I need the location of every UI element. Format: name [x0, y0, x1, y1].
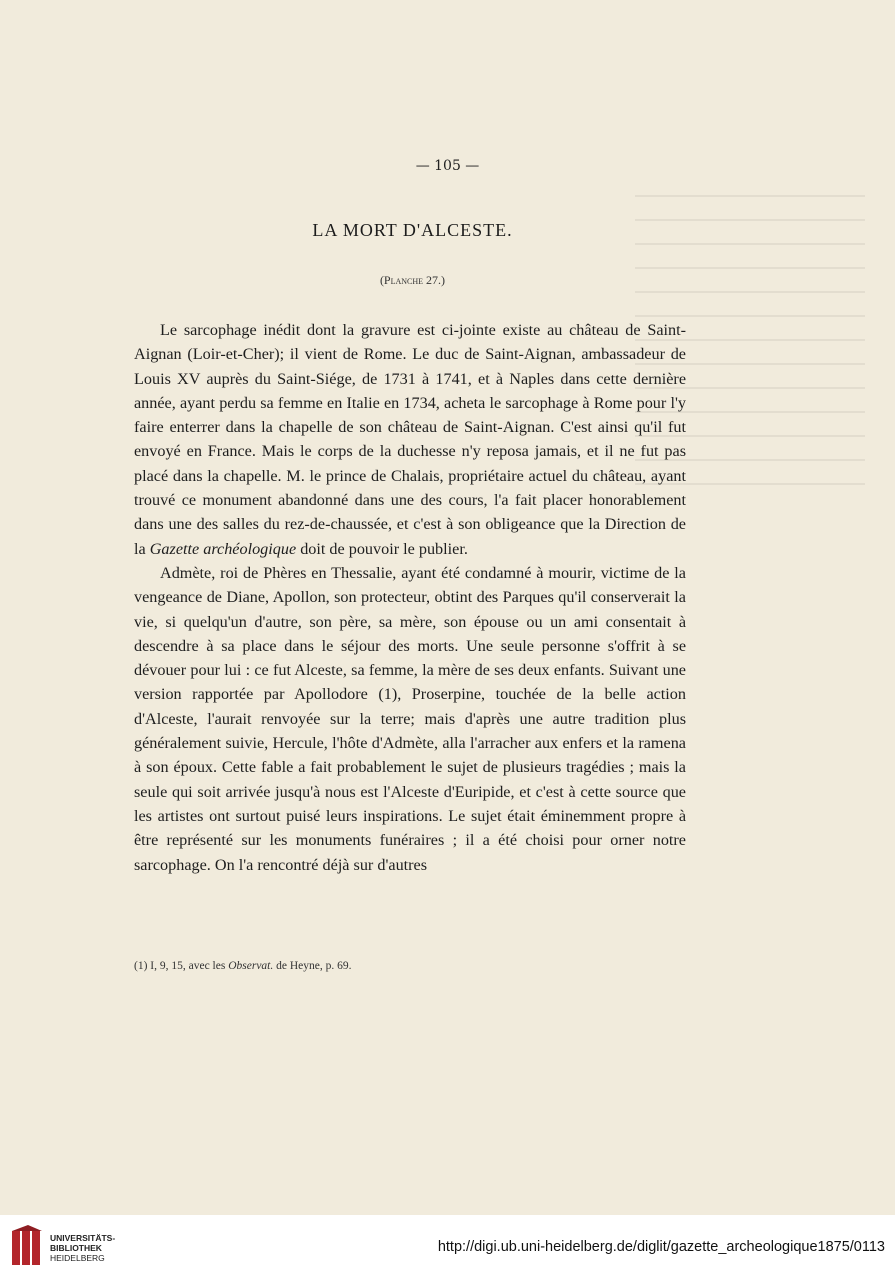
- page-number: — 105 —: [415, 158, 480, 174]
- digitization-footer: [0, 1215, 895, 1280]
- paragraph-1: [134, 318, 686, 561]
- library-name: UNIVERSITÄTS- BIBLIOTHEK HEIDELBERG: [50, 1233, 116, 1263]
- footnote: [134, 960, 686, 972]
- paragraph-2: Admète, roi de Phères en Thessalie, ayant été condamné à mourir, victime de la vengeance de Diane, Apollon, son protecteur, obtint des Parques qu'il conserverait la vie, si quelqu'un d'autre, son père, sa mère, son épouse ou un ami consentait à descendre à sa place dans le séjour des morts. Une seule personne s'offrit à se dévouer pour lui : ce fut Alceste, sa femme, la mère de ses deux enfants. Suivant une version rapportée par Apollodore (1), Proserpine, touchée de la belle action d'Alceste, l'aurait renvoyée sur la terre; mais d'après une autre tradition plus généralement suivie, Hercule, l'hôte d'Admète, alla l'arracher aux enfers et la ramena à son époux. Cette fable a fait probablement le sujet de plusieurs tragédies ; mais la seule qui soit arrivée jusqu'à nous est l'Alceste d'Euripide, et c'est à cette source que les artistes ont surtout puisé leurs inspirations. Le sujet était éminemment propre à être représenté sur les monuments funéraires ; il a été choisi pour orner notre sarcophage. On l'a rencontré déjà sur d'autres: [134, 563, 686, 874]
- journal-name: Gazette archéologique: [149, 539, 297, 558]
- article-body: [134, 318, 686, 877]
- plate-reference: (Planche 27.): [379, 273, 446, 287]
- library-logo[interactable]: [10, 1225, 130, 1271]
- article-title: LA MORT D'ALCESTE.: [312, 220, 513, 240]
- footnote-suffix: de Heyne, p. 69.: [273, 960, 352, 972]
- source-url[interactable]: http://digi.ub.uni-heidelberg.de/diglit/gazette_archeologique1875/0113: [437, 1239, 885, 1255]
- paragraph-1-text: Le sarcophage inédit dont la gravure est ci-jointe existe au château de Saint-Aignan (Loir-et-Cher); il vient de Rome. Le duc de Saint-Aignan, ambassadeur de Louis XV auprès du Saint-Siége, de 1731 à 1741, et à Naples dans cette dernière année, ayant perdu sa femme en Italie en 1734, acheta le sarcophage à Rome pour l'y faire enterrer dans la chapelle de son château de Saint-Aignan. C'est ainsi qu'il fut envoyé en France. Mais le corps de la duchesse n'y reposa jamais, et il ne fut pas placé dans la chapelle. M. le prince de Chalais, propriétaire actuel du château, ayant trouvé ce monument abandonné dans une des cours, l'a fait placer honorablement dans une des salles du rez-de-chaussée, et c'est à son obligeance que la Direction de la: [134, 321, 686, 558]
- paragraph-1-tail: doit de pouvoir le publier.: [296, 539, 468, 558]
- footnote-italic: Observat.: [228, 960, 274, 972]
- footnote-prefix: (1) I, 9, 15, avec les: [134, 960, 229, 972]
- university-seal-icon: [10, 1225, 46, 1271]
